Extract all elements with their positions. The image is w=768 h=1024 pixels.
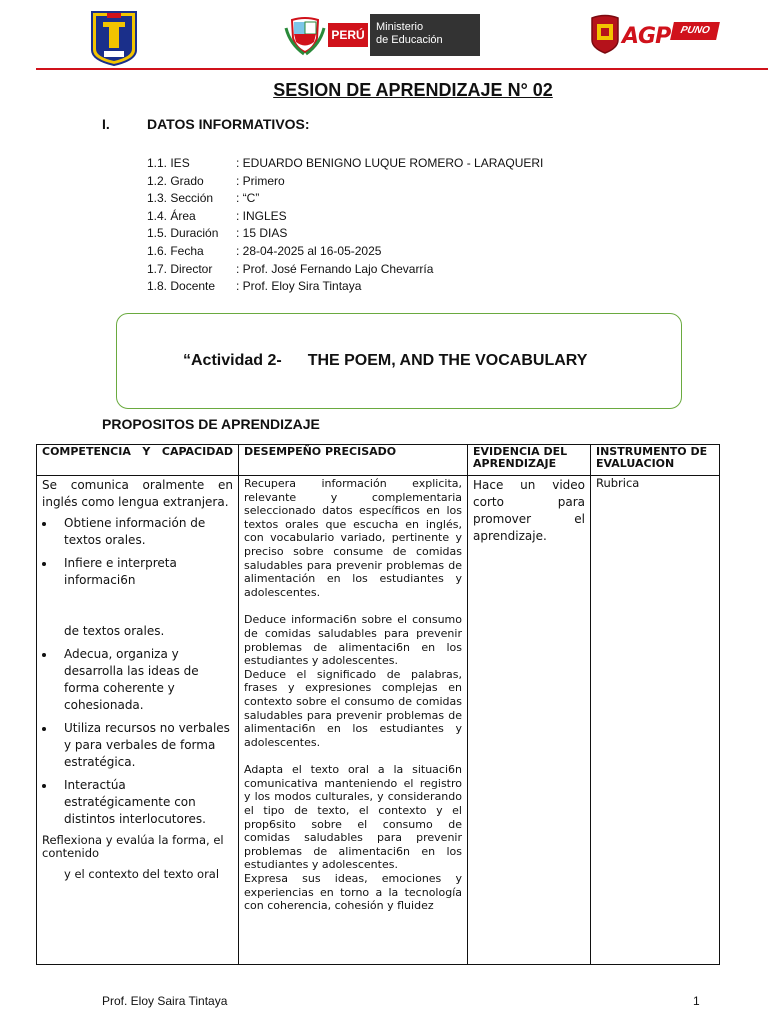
- list-item: [56, 555, 233, 640]
- agp-puno-logo: [590, 14, 720, 58]
- info-row: [147, 225, 543, 243]
- info-list: [147, 155, 543, 296]
- agp-text: AGP: [622, 24, 671, 49]
- desempeno-cell: [239, 476, 468, 965]
- ies-logo-icon: [90, 10, 138, 66]
- info-label: 1.6. Fecha: [147, 243, 204, 258]
- list-item-text: Infiere e interpreta informaci6n: [64, 556, 177, 587]
- desempeno-paragraph: Expresa sus ideas, emociones y experiencias en torno a la tecnología con coherencia, cohesión y fluidez: [244, 872, 462, 913]
- info-value: : EDUARDO BENIGNO LUQUE ROMERO - LARAQUERI: [236, 156, 544, 170]
- footer-author: Prof. Eloy Saira Tintaya: [102, 994, 228, 1008]
- propositos-table: [36, 444, 720, 965]
- table-header-row: [37, 445, 720, 476]
- page-number: 1: [693, 994, 700, 1008]
- activity-name: THE POEM, AND THE VOCABULARY: [307, 352, 588, 369]
- desempeno-paragraph: Deduce informaci6n sobre el consumo de comidas saludables para prevenir problemas de alimentaci6n en los estudiantes y adolescentes.: [244, 613, 462, 668]
- peru-coat-of-arms-icon: [284, 14, 326, 56]
- info-label: 1.7. Director: [147, 261, 213, 276]
- info-value: : “C”: [236, 191, 260, 206]
- column-header: INSTRUMENTO DE EVALUACION: [591, 445, 720, 476]
- desempeno-paragraph: Recupera información explicita, relevante y complementaria seleccionado datos específicos en los textos orales que escucha en inglés, con vocabulario variado, pertinente y preciso sobre consume de comidas saludables para prevenir problemas de alimentación en los estudiantes y adolescentes.: [244, 477, 462, 599]
- competencia-intro: Se comunica oralmente en inglés como lengua extranjera.: [42, 478, 233, 509]
- activity-box: [116, 313, 682, 409]
- section-number: I.: [102, 116, 110, 132]
- info-label: 1.4. Área: [147, 208, 196, 223]
- info-value: : 28-04-2025 al 16-05-2025: [236, 243, 382, 258]
- info-value: : INGLES: [236, 208, 287, 223]
- list-item: • Adecua, organiza y desarrolla las ideas de forma coherente y cohesionada.: [56, 646, 233, 714]
- page-header: [0, 0, 768, 70]
- info-row: [147, 155, 543, 173]
- header-divider: [36, 68, 768, 70]
- minedu-logo: [284, 14, 480, 56]
- activity-prefix: “Actividad 2-: [183, 352, 282, 369]
- list-item: • Obtiene información de textos orales.: [56, 515, 233, 549]
- info-label: 1.1. IES: [147, 156, 190, 170]
- ministry-line-1: Ministerio: [376, 21, 424, 33]
- ministry-label: [370, 14, 480, 56]
- list-item-continuation: de textos orales.: [64, 624, 165, 638]
- info-row: [147, 243, 543, 261]
- desempeno-paragraph: Deduce el significado de palabras, frases y expresiones complejas en contexto sobre el consumo de comidas saludables para prevenir problemas de alimentaci6n en los estudiantes y adolescentes.: [244, 667, 462, 749]
- list-item: • Utiliza recursos no verbales y para verbales de forma estratégica.: [56, 720, 233, 771]
- reflexiona-text: Reflexiona y evalúa la forma, el contenido: [42, 833, 224, 860]
- column-header: COMPETENCIA Y CAPACIDAD: [37, 445, 239, 476]
- info-label: 1.5. Duración: [147, 226, 219, 241]
- reflexiona-continuation: y el contexto del texto oral: [64, 867, 220, 881]
- activity-title: [183, 352, 587, 370]
- capacidades-list: [42, 515, 233, 828]
- agp-badge-icon: [590, 14, 620, 54]
- info-value: : 15 DIAS: [236, 226, 288, 241]
- info-row: [147, 261, 543, 279]
- info-label: 1.3. Sección: [147, 191, 214, 206]
- column-header: DESEMPEÑO PRECISADO: [239, 445, 468, 476]
- info-label: 1.8. Docente: [147, 279, 216, 294]
- info-value: : Prof. Eloy Sira Tintaya: [236, 279, 362, 294]
- column-header: EVIDENCIA DEL APRENDIZAJE: [468, 445, 591, 476]
- instrumento-cell: Rubrica: [591, 476, 720, 965]
- evidencia-cell: Hace un video corto para promover el aprendizaje.: [468, 476, 591, 965]
- competencia-cell: [37, 476, 239, 965]
- table-row: [37, 476, 720, 965]
- list-item: • Interactúa estratégicamente con distintos interlocutores.: [56, 777, 233, 828]
- info-value: : Primero: [236, 173, 285, 188]
- info-value: : Prof. José Fernando Lajo Chevarría: [236, 261, 434, 276]
- info-label: 1.2. Grado: [147, 173, 204, 188]
- info-row: [147, 190, 543, 208]
- info-row: [147, 208, 543, 226]
- section-title: DATOS INFORMATIVOS:: [147, 116, 310, 132]
- desempeno-paragraph: Adapta el texto oral a la situaci6n comunicativa manteniendo el registro y los modos culturales, y considerando el tipo de texto, el contexto y el prop6sito sobre el consumo de comidas saludables para prevenir problemas de alimentaci6n en los estudiantes y adolescentes.: [244, 763, 462, 872]
- agp-puno-label: PUNO: [670, 22, 720, 40]
- info-row: [147, 173, 543, 191]
- page-title: SESION DE APRENDIZAJE N° 02: [273, 80, 553, 100]
- propositos-heading: PROPOSITOS DE APRENDIZAJE: [102, 416, 320, 432]
- peru-label: PERÚ: [328, 23, 368, 47]
- ministry-line-2: de Educación: [376, 34, 443, 46]
- info-row: [147, 278, 543, 296]
